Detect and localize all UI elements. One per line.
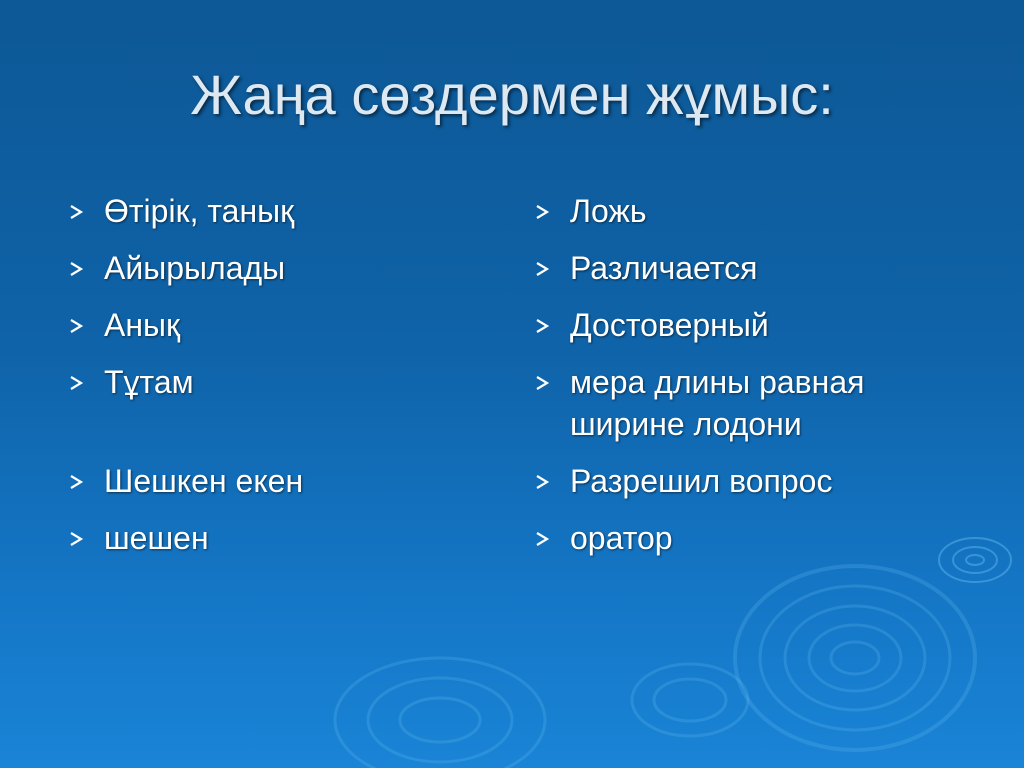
list-item-text: Тұтам	[104, 364, 194, 400]
arrow-bullet-icon	[534, 376, 550, 390]
arrow-bullet-icon	[534, 205, 550, 219]
slide-title: Жаңа сөздермен жұмыс:	[190, 63, 834, 126]
list-item-text: мера длины равная ширине лодони	[570, 364, 865, 442]
list-item-text: Различается	[570, 250, 758, 286]
list-item	[68, 361, 468, 403]
arrow-bullet-icon	[534, 475, 550, 489]
list-item	[534, 247, 964, 289]
arrow-bullet-icon	[68, 532, 84, 546]
arrow-bullet-icon	[68, 376, 84, 390]
list-item	[534, 460, 964, 502]
arrow-bullet-icon	[68, 262, 84, 276]
list-item-text: Шешкен екен	[104, 463, 304, 499]
arrow-bullet-icon	[68, 205, 84, 219]
list-item-text: шешен	[104, 520, 209, 556]
arrow-bullet-icon	[68, 319, 84, 333]
list-item-text: оратор	[570, 520, 673, 556]
list-item	[68, 247, 468, 289]
list-item-text: Өтірік, танық	[104, 193, 295, 229]
list-item-text: Разрешил вопрос	[570, 463, 833, 499]
list-item-text: Ложь	[570, 193, 647, 229]
list-item	[68, 304, 468, 346]
list-item-text: Айырылады	[104, 250, 286, 286]
list-item	[68, 517, 468, 559]
list-item-text: Достоверный	[570, 307, 769, 343]
arrow-bullet-icon	[534, 532, 550, 546]
list-item	[534, 304, 964, 346]
list-item	[68, 460, 468, 502]
right-column-list	[534, 190, 964, 574]
arrow-bullet-icon	[534, 262, 550, 276]
list-item-text: Анық	[104, 307, 181, 343]
list-item	[534, 190, 964, 232]
left-column-list	[68, 190, 468, 574]
list-item	[68, 190, 468, 232]
arrow-bullet-icon	[68, 475, 84, 489]
arrow-bullet-icon	[534, 319, 550, 333]
list-item	[534, 361, 964, 445]
list-item	[534, 517, 964, 559]
